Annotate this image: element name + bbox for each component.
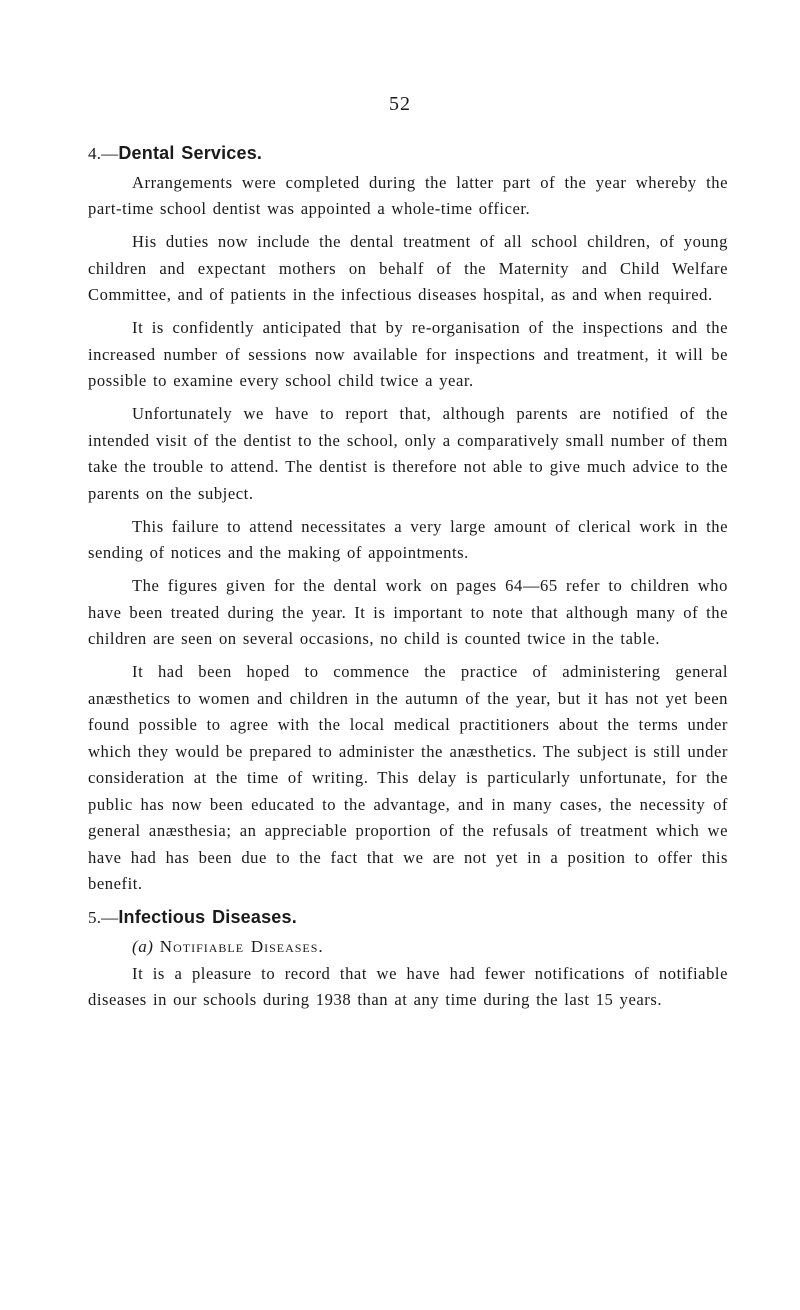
section-number: 5.—	[88, 907, 119, 927]
subsection-letter: (a)	[132, 937, 154, 956]
section-heading-infectious-diseases	[88, 904, 728, 932]
section-title: Dental Services.	[118, 143, 263, 163]
paragraph: It had been hoped to commence the practice of administering general anæsthetics to women and children in the autumn of the year, but it has not yet been found possible to agree with the local medical practitioners about the terms under which they would be prepared to administer the anæsthetics. The subject is still under consideration at the time of writing. This delay is particularly unfortunate, for the public has now been educated to the advantage, and in many cases, the necessity of general anæsthesia; an appreciable proportion of the refusals of treatment which we have had has been due to the fact that we are not yet in a position to offer this benefit.	[88, 662, 728, 893]
paragraph: It is confidently anticipated that by re-organisation of the inspections and the increased number of sessions now available for inspections and treatment, it will be possible to examine every school child twice a year.	[88, 318, 728, 390]
paragraph: This failure to attend necessitates a very large amount of clerical work in the sending of notices and the making of appointments.	[88, 516, 728, 562]
paragraph: His duties now include the dental treatment of all school children, of young children and expectant mothers on behalf of the Maternity and Child Welfare Committee, and of patients in the infectious diseases hospital, as and when required.	[88, 232, 728, 304]
section-title: Infectious Diseases.	[118, 906, 297, 927]
subsection-title: Notifiable Diseases.	[159, 937, 324, 956]
paragraph: It is a pleasure to record that we have had fewer notifications of notifiable diseases in our schools during 1938 than at any time during the last 15 years.	[88, 963, 728, 1009]
paragraph: Unfortunately we have to report that, although parents are notified of the intended visit of the dentist to the school, only a comparatively small number of them take the trouble to attend. The dentist is therefore not able to give much advice to the parents on the subject.	[88, 404, 728, 503]
paragraph: The figures given for the dental work on pages 64—65 refer to children who have been treated during the year. It is important to note that although many of the children are seen on several occasions, no child is counted twice in the table.	[88, 576, 728, 648]
subsection-heading-notifiable-diseases	[88, 934, 728, 961]
paragraph: Arrangements were completed during the latter part of the year whereby the part-time school dentist was appointed a whole-time officer.	[88, 172, 728, 218]
section-heading-dental-services	[88, 140, 728, 168]
section-number: 4.—	[88, 144, 119, 163]
page-body	[88, 140, 728, 1014]
page-number: 52	[389, 93, 411, 115]
